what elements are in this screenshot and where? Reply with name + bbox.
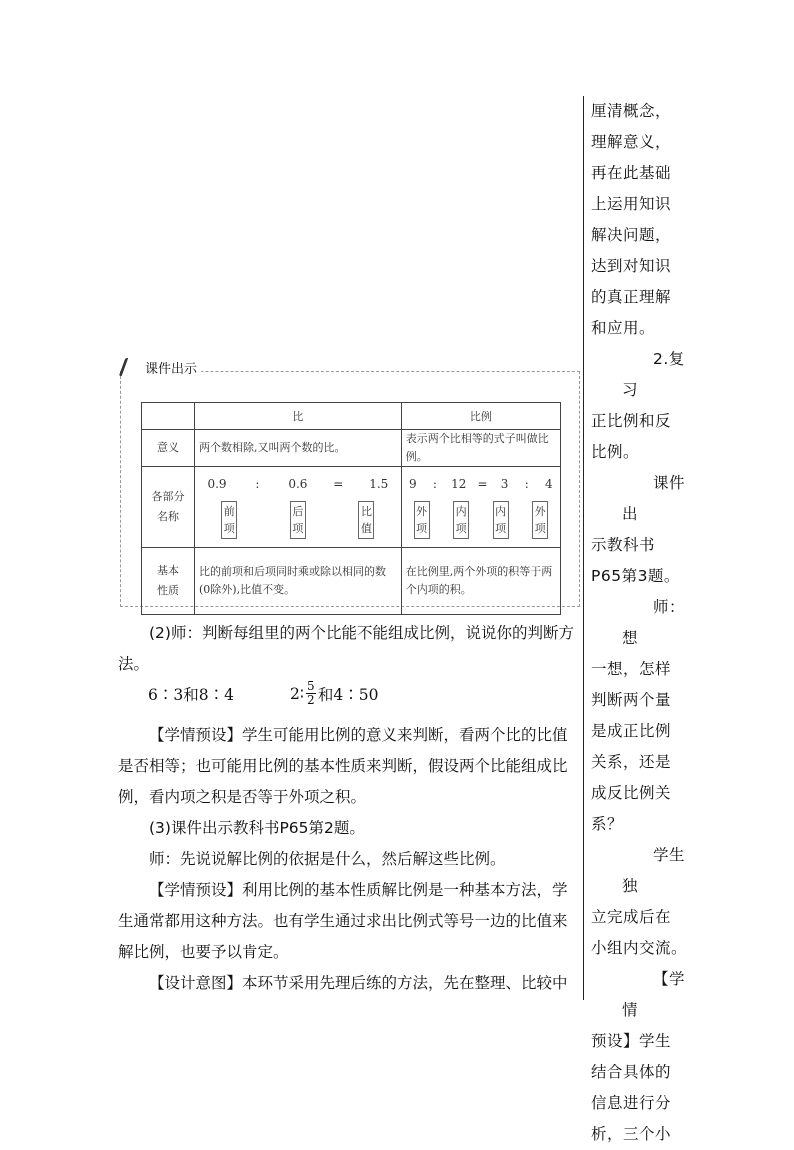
term-char: 外 — [534, 505, 546, 518]
question-2-text: (2)师：判断每组里的两个比能不能组成比例，说说你的判断方法。 — [118, 624, 574, 673]
paragraph-design-intent: 【设计意图】本环节采用先理后练的方法，先在整理、比较中 — [149, 974, 568, 992]
term-char: 前 — [223, 505, 235, 518]
question-2 — [118, 618, 580, 680]
side-note-line: 是成正比例 — [591, 722, 672, 740]
side-note-line: 解决问题， — [591, 226, 672, 244]
property-ratio: 比的前项和后项同时乘或除以相同的数(0除外),比值不变。 — [199, 565, 386, 596]
term-box — [532, 501, 548, 539]
side-note-line: 学生独 — [622, 846, 686, 895]
term-char: 后 — [292, 505, 304, 518]
table-corner — [142, 403, 195, 430]
term-char: 外 — [416, 505, 428, 518]
side-note-line: 课件出 — [622, 474, 686, 523]
side-note-line: 成反比例关 — [591, 784, 672, 802]
side-note-line: 一想，怎样 — [591, 660, 672, 678]
ratio-sign: : — [255, 477, 260, 491]
row-label-property — [142, 548, 195, 615]
term-char: 内 — [495, 505, 507, 518]
side-note-line: 系？ — [591, 815, 624, 833]
header-proportion: 比例 — [401, 403, 560, 430]
side-note-line: 小组内交流。 — [591, 939, 688, 957]
meaning-ratio: 两个数相除,又叫两个数的比。 — [199, 441, 346, 454]
prop-sign: : — [432, 477, 437, 491]
body-text — [118, 720, 580, 999]
term-char: 值 — [360, 522, 372, 535]
side-note-line: 厘清概念， — [591, 102, 672, 120]
side-note-line: 2.复习 — [622, 350, 685, 399]
table-row — [142, 548, 561, 615]
term-box — [358, 501, 374, 539]
term-char: 项 — [292, 522, 304, 535]
side-note-line: 师：想 — [622, 598, 686, 647]
term-box — [453, 501, 469, 539]
side-note-line: 理解意义， — [591, 133, 672, 151]
ratio-number: 1.5 — [369, 477, 389, 491]
side-note-line: 正比例和反 — [591, 412, 672, 430]
courseware-title: 课件出示 — [145, 361, 198, 377]
fraction — [306, 680, 316, 707]
prop-number: 4 — [545, 477, 553, 491]
ratio-parts — [195, 467, 401, 547]
ratio-number: 0.9 — [207, 477, 227, 491]
side-note-line: 结合具体的 — [591, 1063, 672, 1081]
pen-mark-icon — [119, 358, 143, 376]
table-row — [142, 467, 561, 548]
term-box — [290, 501, 306, 539]
row-label-line: 名称 — [157, 510, 179, 523]
paragraph-preset-1: 【学情预设】学生可能用比例的意义来判断，看两个比的比值是否相等；也可能用比例的基本性质来判断，假设两个比能组成比例，看内项之积是否等于外项之积。 — [118, 726, 568, 806]
fraction-numerator: 5 — [307, 679, 315, 693]
prop-number: 12 — [451, 477, 467, 491]
side-note-line: 判断两个量 — [591, 691, 672, 709]
paragraph-preset-2: 【学情预设】利用比例的基本性质解比例是一种基本方法，学生通常都用这种方法。也有学生通过求出比例式等号一边的比值来解比例，也要予以肯定。 — [118, 881, 568, 961]
term-char: 比 — [360, 505, 372, 518]
formula-b-post: 和4∶50 — [317, 685, 379, 704]
meaning-proportion: 表示两个比相等的式子叫做比例。 — [405, 432, 549, 463]
side-note-line: 示教科书 — [591, 536, 656, 554]
side-note-line: 上运用知识 — [591, 195, 672, 213]
formula-b-pre: 2∶ — [289, 684, 304, 703]
side-note-line: 【学情 — [622, 970, 686, 1019]
term-box — [221, 501, 237, 539]
formula-a: 6∶3和8∶4 — [148, 685, 234, 704]
side-note-line: 和应用。 — [591, 319, 656, 337]
row-label-line: 基本 — [157, 564, 179, 577]
term-char: 内 — [455, 505, 467, 518]
table-row — [142, 403, 561, 430]
term-char: 项 — [534, 522, 546, 535]
term-char: 项 — [416, 522, 428, 535]
proportion-parts — [402, 467, 560, 547]
row-label-parts — [142, 467, 195, 548]
side-note-line: 析，三个小 — [591, 1125, 672, 1143]
side-note-line: 的真正理解 — [591, 288, 672, 306]
term-char: 项 — [223, 522, 235, 535]
row-label-line: 各部分 — [151, 490, 185, 503]
ratio-number: 0.6 — [288, 477, 308, 491]
question-3: (3)课件出示教科书P65第2题。 — [149, 819, 365, 837]
side-note-line: 比例。 — [591, 443, 640, 461]
side-note-line: 达到对知识 — [591, 257, 672, 275]
term-box — [414, 501, 430, 539]
prop-number: 9 — [408, 477, 417, 491]
ratio-sign: = — [333, 477, 344, 491]
side-note-line: P65第3题。 — [591, 567, 680, 585]
prop-sign: : — [524, 477, 529, 491]
property-proportion: 在比例里,两个外项的积等于两个内项的积。 — [405, 565, 553, 596]
side-note-line: 关系，还是 — [591, 753, 672, 771]
fraction-denominator: 2 — [307, 693, 315, 707]
courseware-heading — [122, 356, 201, 378]
term-box — [493, 501, 509, 539]
row-label-line: 性质 — [157, 584, 179, 597]
term-char: 项 — [455, 522, 467, 535]
prop-sign: = — [477, 477, 488, 491]
ratio-proportion-table — [141, 402, 561, 615]
table-row — [142, 430, 561, 467]
question-3-teacher: 师：先说说解比例的依据是什么，然后解这些比例。 — [149, 850, 506, 868]
header-ratio: 比 — [195, 403, 402, 430]
side-note-line: 立完成后在 — [591, 908, 672, 926]
row-label-meaning: 意义 — [142, 430, 195, 467]
side-note-line: 预设】学生 — [591, 1032, 672, 1050]
side-notes — [591, 96, 687, 1150]
term-char: 项 — [495, 522, 507, 535]
formula-line — [148, 680, 378, 707]
column-divider — [583, 96, 584, 1000]
side-note-line: 再在此基础 — [591, 164, 672, 182]
prop-number: 3 — [500, 477, 509, 491]
side-note-line: 信息进行分 — [591, 1094, 672, 1112]
